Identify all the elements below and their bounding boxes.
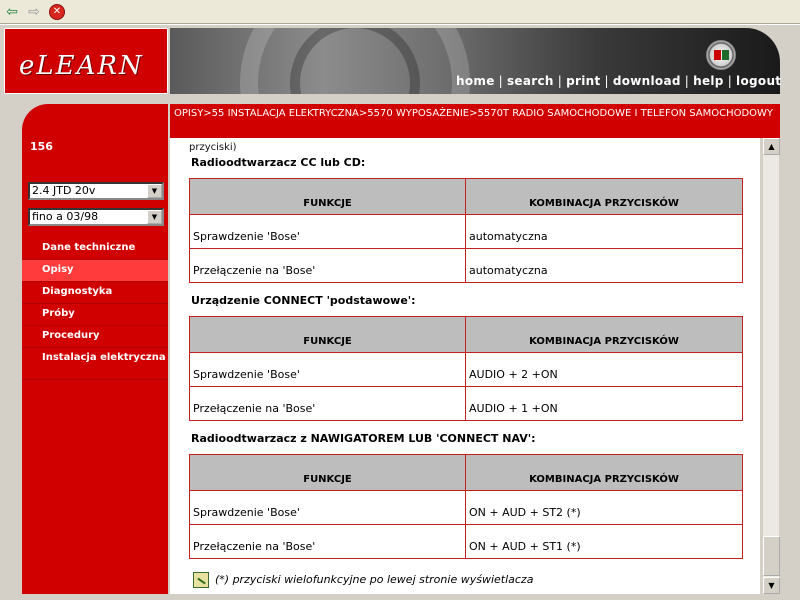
footnote	[193, 572, 533, 588]
footnote-text: (*) przyciski wielofunkcyjne po lewej stronie wyświetlacza	[215, 573, 534, 586]
button-combo-table	[189, 316, 743, 421]
sidebar-item-instalacja-elektryczna[interactable]: Instalacja elektryczna	[22, 348, 168, 380]
nav-print-link[interactable]: print	[566, 74, 601, 88]
function-cell: Przełączenie na 'Bose'	[190, 387, 466, 421]
table-row	[190, 215, 743, 249]
column-header-kombinacja: KOMBINACJA PRZYCISKÓW	[466, 317, 743, 353]
scroll-down-icon[interactable]: ▼	[763, 577, 780, 594]
table-header-row	[190, 455, 743, 491]
chevron-down-icon: ▼	[147, 210, 162, 224]
scroll-up-icon[interactable]: ▲	[763, 138, 780, 155]
browser-toolbar	[0, 0, 800, 24]
table-row	[190, 525, 743, 559]
table-row	[190, 249, 743, 283]
back-arrow-icon[interactable]: ⇦	[6, 4, 18, 20]
content-area	[170, 138, 760, 594]
note-icon	[193, 572, 209, 588]
combo-cell: automatyczna	[466, 249, 743, 283]
button-combo-table	[189, 178, 743, 283]
nav-search-link[interactable]: search	[506, 74, 554, 88]
model-label: 156	[30, 140, 53, 153]
nav-logout-link[interactable]: logout	[736, 74, 782, 88]
table-header-row	[190, 179, 743, 215]
scroll-thumb[interactable]	[763, 536, 780, 576]
table-row	[190, 353, 743, 387]
section-heading: Radioodtwarzacz CC lub CD:	[191, 156, 366, 169]
breadcrumb: OPISY>55 INSTALACJA ELEKTRYCZNA>5570 WYPOSAŻENIE>5570T RADIO SAMOCHODOWE I TELEFON SAMOCHODOWY	[170, 104, 780, 138]
table-row	[190, 491, 743, 525]
combo-cell: AUDIO + 2 +ON	[466, 353, 743, 387]
table-header-row	[190, 317, 743, 353]
nav-help-link[interactable]: help	[693, 74, 724, 88]
sidebar-item-opisy[interactable]: Opisy	[22, 260, 168, 282]
column-header-funkcje: FUNKCJE	[190, 455, 466, 491]
breadcrumb-corner	[22, 104, 168, 138]
function-cell: Przełączenie na 'Bose'	[190, 525, 466, 559]
combo-cell: ON + AUD + ST2 (*)	[466, 491, 743, 525]
sidebar-item-dane-techniczne[interactable]: Dane techniczne	[22, 238, 168, 260]
nav-download-link[interactable]: download	[612, 74, 681, 88]
forward-arrow-icon[interactable]: ⇨	[28, 4, 40, 20]
sidebar	[22, 138, 168, 594]
vertical-scrollbar[interactable]	[762, 138, 779, 594]
sidebar-item-proby[interactable]: Próby	[22, 304, 168, 326]
column-header-funkcje: FUNKCJE	[190, 179, 466, 215]
button-combo-table	[189, 454, 743, 559]
nav-home-link[interactable]: home	[456, 74, 495, 88]
column-header-kombinacja: KOMBINACJA PRZYCISKÓW	[466, 179, 743, 215]
sidebar-item-diagnostyka[interactable]: Diagnostyka	[22, 282, 168, 304]
function-cell: Sprawdzenie 'Bose'	[190, 491, 466, 525]
elearn-logo: eLEARN	[19, 51, 144, 81]
banner-wheel-inner-graphic	[290, 28, 420, 94]
cutoff-text: przyciski)	[189, 142, 237, 153]
combo-cell: ON + AUD + ST1 (*)	[466, 525, 743, 559]
function-cell: Przełączenie na 'Bose'	[190, 249, 466, 283]
combo-cell: automatyczna	[466, 215, 743, 249]
logo-box	[4, 28, 168, 94]
function-cell: Sprawdzenie 'Bose'	[190, 353, 466, 387]
sidebar-item-procedury[interactable]: Procedury	[22, 326, 168, 348]
alfa-romeo-emblem-icon	[706, 40, 736, 70]
engine-select[interactable]: 2.4 JTD 20v ▼	[28, 182, 164, 200]
table-row	[190, 387, 743, 421]
header-nav: home | search | print | download | help | logout	[456, 74, 782, 88]
column-header-kombinacja: KOMBINACJA PRZYCISKÓW	[466, 455, 743, 491]
date-select[interactable]: fino a 03/98 ▼	[28, 208, 164, 226]
combo-cell: AUDIO + 1 +ON	[466, 387, 743, 421]
function-cell: Sprawdzenie 'Bose'	[190, 215, 466, 249]
section-heading: Urządzenie CONNECT 'podstawowe':	[191, 294, 416, 307]
column-header-funkcje: FUNKCJE	[190, 317, 466, 353]
section-heading: Radioodtwarzacz z NAWIGATOREM LUB 'CONNECT NAV':	[191, 432, 536, 445]
chevron-down-icon: ▼	[147, 184, 162, 198]
stop-icon[interactable]: ✕	[49, 4, 65, 20]
